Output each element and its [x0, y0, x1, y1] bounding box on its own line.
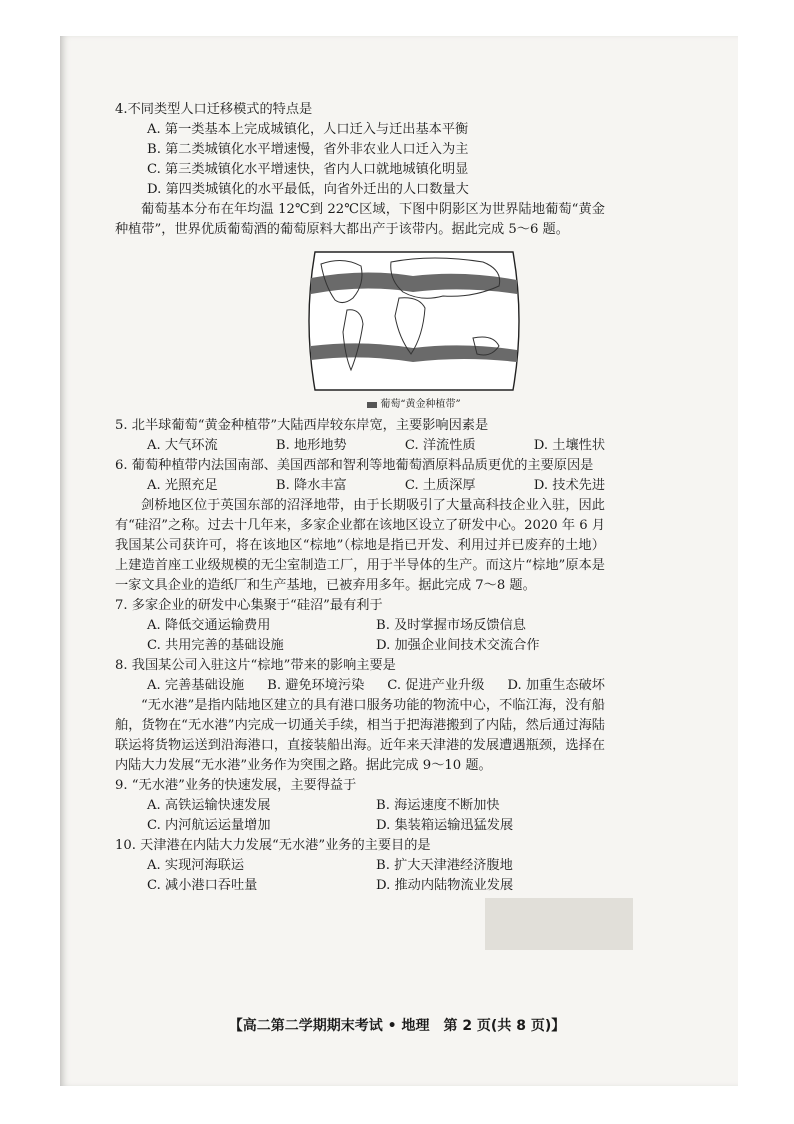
question-8-option-b: B. 避免环境污染	[267, 678, 365, 693]
question-7-option-d: D. 加强企业间技术交流合作	[376, 638, 540, 653]
question-7-options-row2	[147, 636, 605, 656]
map-legend	[303, 398, 525, 412]
question-9-option-b: B. 海运速度不断加快	[376, 798, 500, 813]
question-10-options-row1	[147, 856, 605, 876]
question-8-option-d: D. 加重生态破坏	[507, 678, 605, 693]
question-7-options-row1	[147, 616, 605, 636]
question-6-options	[147, 476, 605, 496]
question-8-option-c: C. 促进产业升级	[387, 678, 485, 693]
question-4-stem: 4.不同类型人口迁移模式的特点是	[115, 102, 313, 117]
passage-9-10: “无水港”是指内陆地区建立的具有港口服务功能的物流中心，不临江海，没有船舶，货物在“无水港”内完成一切通关手续，相当于把海港搬到了内陆，然后通过海陆联运将货物运送到沿海港口，直接装船出海。近年来天津港的发展遭遇瓶颈，选择在内陆大力发展“无水港”业务作为突围之路。据此完成 9～10 题。	[115, 698, 605, 773]
question-10-option-c: C. 减小港口吞吐量	[147, 878, 258, 893]
question-10-stem: 10. 天津港在内陆大力发展“无水港”业务的主要目的是	[115, 838, 431, 853]
map-frame	[309, 252, 519, 390]
question-4-option-d: D. 第四类城镇化的水平最低，向省外迁出的人口数量大	[147, 182, 469, 197]
question-5-option-c: C. 洋流性质	[404, 438, 476, 453]
question-5-option-b: B. 地形地势	[275, 438, 347, 453]
question-9-options-row1	[147, 796, 605, 816]
question-5-option-d: D. 土壤性状	[533, 438, 606, 453]
legend-label: 葡萄“黄金种植带”	[380, 399, 461, 410]
question-6-option-c: C. 土质深厚	[404, 478, 476, 493]
question-6-option-d: D. 技术先进	[533, 478, 606, 493]
question-6-option-b: B. 降水丰富	[275, 478, 347, 493]
question-4-option-b: B. 第二类城镇化水平增速慢，省外非农业人口迁入为主	[147, 142, 469, 157]
question-10-option-d: D. 推动内陆物流业发展	[376, 878, 514, 893]
question-5-stem: 5. 北半球葡萄“黄金种植带”大陆西岸较东岸宽，主要影响因素是	[115, 418, 489, 433]
question-6-option-a: A. 光照充足	[147, 478, 218, 493]
question-10-option-a: A. 实现河海联运	[147, 858, 245, 873]
exam-content	[115, 100, 605, 896]
page-footer: 【高二第二学期期末考试 • 地理 第 2 页(共 8 页)】	[228, 1018, 566, 1034]
question-8-options	[147, 676, 605, 696]
faded-photo-area	[485, 898, 633, 950]
question-9-option-a: A. 高铁运输快速发展	[147, 798, 271, 813]
passage-7-8: 剑桥地区位于英国东部的沼泽地带，由于长期吸引了大量高科技企业入驻，因此有“硅沼”之称。过去十几年来，多家企业都在该地区设立了研发中心。2020 年 6 月我国某公司获许可，将在该地区“棕地”（棕地是指已开发、利用过并已废弃的土地）上建造首座工业级规模的无尘室制造工厂，用于半导体的生产。而这片“棕地”原本是一家文具企业的造纸厂和生产基地，已被弃用多年。据此完成 7～8 题。	[115, 498, 606, 593]
question-8-stem: 8. 我国某公司入驻这片“棕地”带来的影响主要是	[115, 658, 396, 673]
question-9-stem: 9. “无水港”业务的快速发展，主要得益于	[115, 778, 357, 793]
question-6-stem: 6. 葡萄种植带内法国南部、美国西部和智利等地葡萄酒原料品质更优的主要原因是	[115, 458, 594, 473]
question-9-options-row2	[147, 816, 605, 836]
question-7-stem: 7. 多家企业的研发中心集聚于“硅沼”最有利于	[115, 598, 383, 613]
question-10-options-row2	[147, 876, 605, 896]
question-4-option-c: C. 第三类城镇化水平增速快，省内人口就地城镇化明显	[147, 162, 469, 177]
question-7-option-b: B. 及时掌握市场反馈信息	[376, 618, 526, 633]
world-map-figure	[303, 246, 525, 412]
grape-belt-world-map	[303, 246, 525, 396]
question-7-option-a: A. 降低交通运输费用	[147, 618, 271, 633]
passage-5-6: 葡萄基本分布在年均温 12℃到 22℃区域，下图中阴影区为世界陆地葡萄“黄金种植带”，世界优质葡萄酒的葡萄原料大都出产于该带内。据此完成 5～6 题。	[115, 202, 605, 237]
legend-swatch	[367, 402, 377, 408]
question-9-option-d: D. 集装箱运输迅猛发展	[376, 818, 514, 833]
question-4-option-a: A. 第一类基本上完成城镇化，人口迁入与迁出基本平衡	[147, 122, 469, 137]
question-9-option-c: C. 内河航运运量增加	[147, 818, 271, 833]
question-8-option-a: A. 完善基础设施	[147, 678, 245, 693]
question-5-option-a: A. 大气环流	[147, 438, 218, 453]
question-5-options	[147, 436, 605, 456]
question-10-option-b: B. 扩大天津港经济腹地	[376, 858, 513, 873]
question-7-option-c: C. 共用完善的基础设施	[147, 638, 284, 653]
